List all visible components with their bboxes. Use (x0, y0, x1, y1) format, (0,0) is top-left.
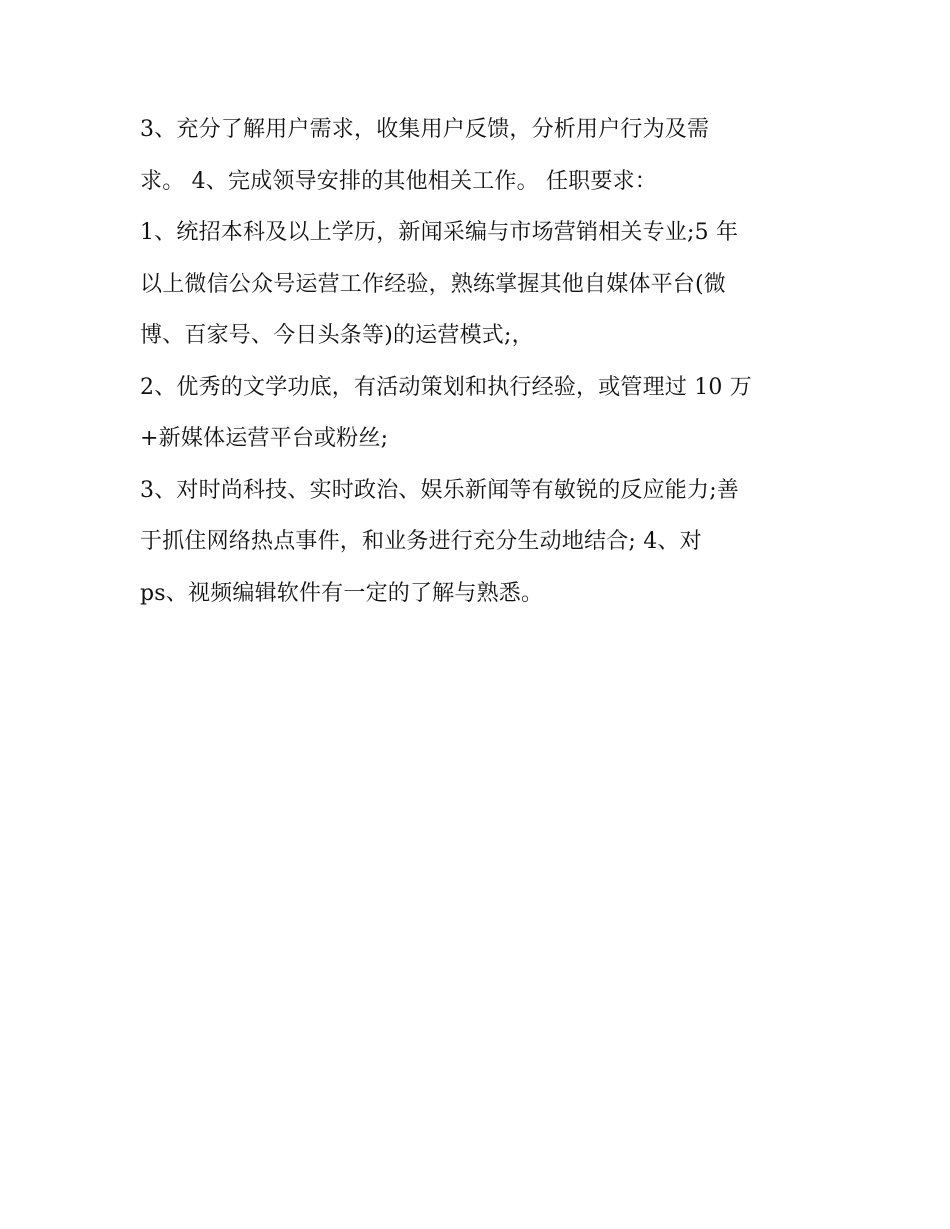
text-line: 1、统招本科及以上学历，新闻采编与市场营销相关专业;5 年 (140, 220, 739, 245)
text-line: 3、充分了解用户需求，收集用户反馈，分析用户行为及需 (140, 117, 710, 142)
text-line: 于抓住网络热点事件，和业务进行充分生动地结合; 4、对 (140, 529, 702, 554)
text-line: ps、视频编辑软件有一定的了解与熟悉。 (140, 580, 544, 606)
text-line: 求。 4、完成领导安排的其他相关工作。 任职要求： (140, 168, 657, 194)
text-line: 以上微信公众号运营工作经验，熟练掌握其他自媒体平台(微 (140, 271, 726, 297)
document-body (140, 104, 810, 619)
text-line: 2、优秀的文学功底，有活动策划和执行经验，或管理过 10 万 (140, 374, 752, 400)
text-line: +新媒体运营平台或粉丝; (140, 426, 389, 451)
text-line: 3、对时尚科技、实时政治、娱乐新闻等有敏锐的反应能力;善 (140, 477, 740, 503)
text-line: 博、百家号、今日头条等)的运营模式;， (140, 323, 534, 348)
